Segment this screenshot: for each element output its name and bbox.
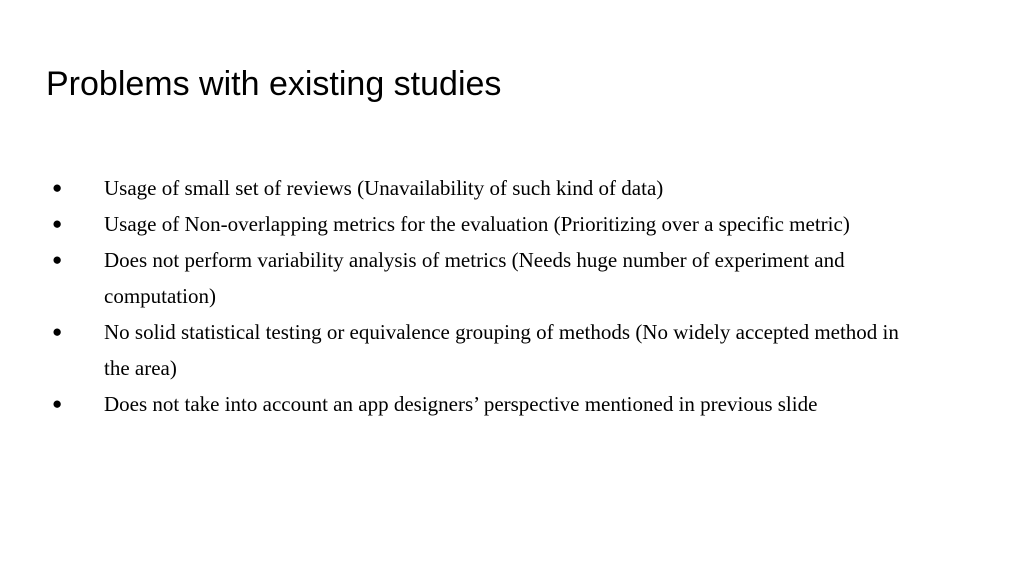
bullet-dot-icon: ● — [52, 322, 63, 341]
bullet-dot-icon: ● — [52, 394, 63, 413]
bullet-text: Does not take into account an app designers’ perspective mentioned in previous slide — [104, 392, 818, 416]
bullet-item — [40, 170, 900, 206]
bullet-text: No solid statistical testing or equivalence grouping of methods (No widely accepted method in the area) — [104, 320, 899, 380]
bullet-item — [40, 206, 900, 242]
bullet-list — [40, 170, 900, 422]
bullet-item — [40, 242, 900, 314]
bullet-item — [40, 314, 900, 386]
bullet-dot-icon: ● — [52, 178, 63, 197]
bullet-text: Usage of Non-overlapping metrics for the evaluation (Prioritizing over a specific metric) — [104, 212, 850, 236]
bullet-text: Usage of small set of reviews (Unavailability of such kind of data) — [104, 176, 664, 200]
bullet-text: Does not perform variability analysis of metrics (Needs huge number of experiment and computation) — [104, 248, 845, 308]
bullet-dot-icon: ● — [52, 250, 63, 269]
bullet-item — [40, 386, 900, 422]
bullet-dot-icon: ● — [52, 214, 63, 233]
slide-title: Problems with existing studies — [46, 65, 502, 103]
